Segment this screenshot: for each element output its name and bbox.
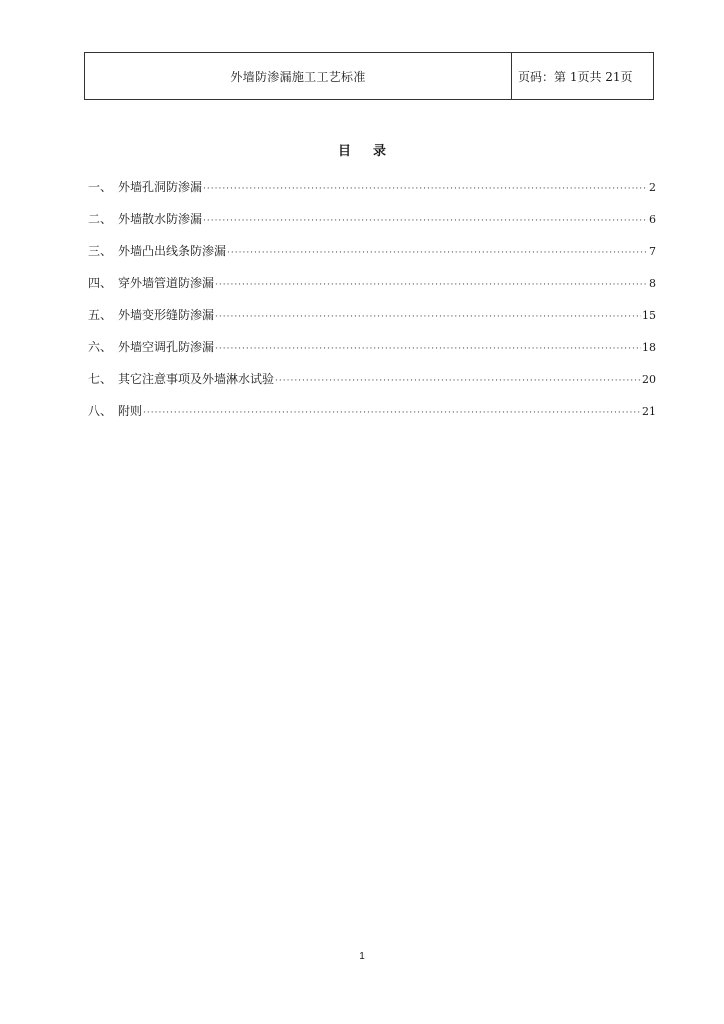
toc-item-title: 外墙散水防渗漏 — [118, 212, 203, 226]
toc-dot-leader — [215, 280, 648, 290]
toc-item[interactable] — [88, 370, 656, 402]
toc-item[interactable] — [88, 306, 656, 338]
toc-item[interactable] — [88, 178, 656, 210]
page-info: 页码：第 1页共 21页 — [518, 69, 633, 84]
toc-dot-leader — [215, 312, 641, 322]
toc-item-number: 二、 — [88, 212, 113, 226]
toc-dot-leader — [143, 408, 641, 418]
document-title: 外墙防渗漏施工工艺标准 — [85, 53, 512, 99]
toc-item[interactable] — [88, 274, 656, 306]
toc-item-number: 六、 — [88, 340, 113, 354]
page-number: 1 — [359, 951, 365, 962]
toc-item-page: 2 — [649, 181, 656, 194]
toc-item-title: 外墙变形缝防渗漏 — [118, 308, 215, 322]
toc-item-number: 五、 — [88, 308, 113, 322]
toc-dot-leader — [203, 216, 648, 226]
toc-item-page: 15 — [642, 309, 656, 322]
toc-dot-leader — [215, 344, 641, 354]
toc-item-title: 其它注意事项及外墙淋水试验 — [118, 372, 275, 386]
toc-item-title: 外墙孔洞防渗漏 — [118, 180, 203, 194]
toc-item-page: 20 — [642, 373, 656, 386]
toc-dot-leader — [227, 248, 648, 258]
toc-item-page: 21 — [642, 405, 656, 418]
toc-item-title: 穿外墙管道防渗漏 — [118, 276, 215, 290]
toc-item[interactable] — [88, 338, 656, 370]
toc-item-title: 外墙空调孔防渗漏 — [118, 340, 215, 354]
toc-dot-leader — [275, 376, 641, 386]
toc-item[interactable] — [88, 242, 656, 274]
toc-item-number: 七、 — [88, 372, 113, 386]
toc-item-page: 8 — [649, 277, 656, 290]
toc-item-page: 18 — [642, 341, 656, 354]
toc-dot-leader — [203, 184, 648, 194]
toc-item-number: 一、 — [88, 180, 113, 194]
toc-item-title: 附则 — [118, 404, 143, 418]
table-of-contents — [88, 178, 656, 434]
toc-item-page: 7 — [649, 245, 656, 258]
toc-item-number: 八、 — [88, 404, 113, 418]
toc-item[interactable] — [88, 210, 656, 242]
toc-item-number: 四、 — [88, 276, 113, 290]
document-header — [84, 52, 654, 100]
toc-heading: 目录 — [337, 144, 408, 159]
toc-item[interactable] — [88, 402, 656, 434]
toc-item-title: 外墙凸出线条防渗漏 — [118, 244, 227, 258]
toc-item-page: 6 — [649, 213, 656, 226]
toc-item-number: 三、 — [88, 244, 113, 258]
